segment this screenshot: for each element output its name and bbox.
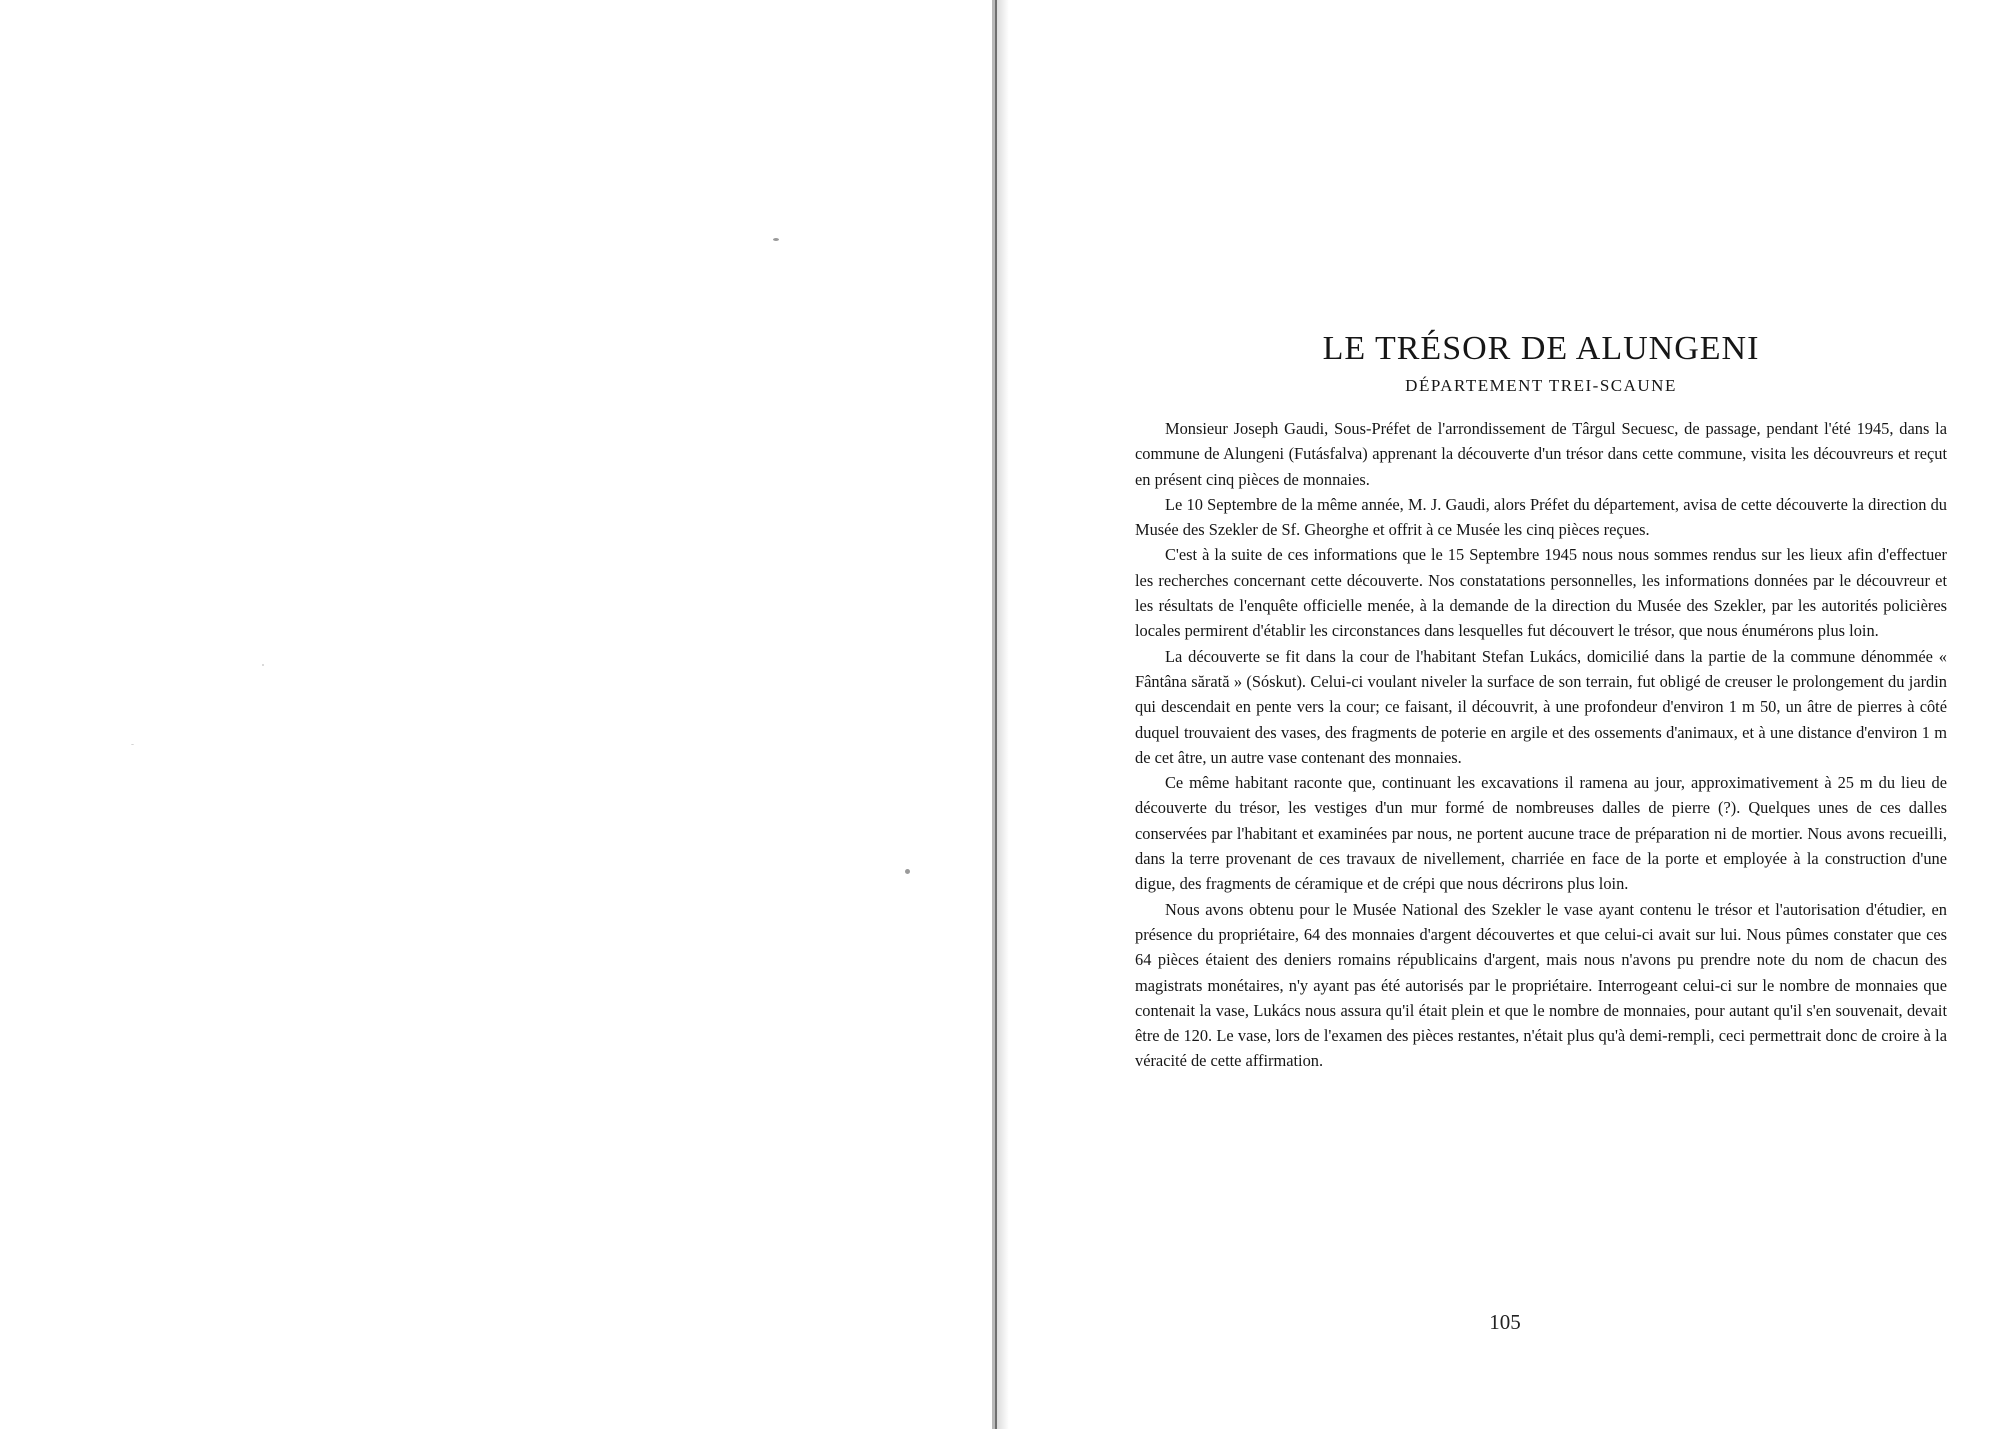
page-number: 105 [1489,1310,1521,1334]
article-subtitle: DÉPARTEMENT TREI-SCAUNE [1405,376,1677,395]
paragraph: Ce même habitant raconte que, continuant les excavations il ramena au jour, approximativement à 25 m du lieu de découverte du trésor, les vestiges d'un mur formé de nombreuses dalles de pierre (?). Quelques unes de ces dalles conservées par l'habitant et examinées par nous, ne portent aucune trace de préparation ni de mortier. Nous avons recueilli, dans la terre provenant de ces travaux de nivellement, charriée en face de la porte et employée à la construction d'une digue, des fragments de céramique et de crépi que nous décrirons plus loin. [1135,773,1947,894]
scan-speck [773,238,779,241]
gutter-shadow [997,0,1009,1429]
paragraph: C'est à la suite de ces informations que le 15 Septembre 1945 nous nous sommes rendus sur les lieux afin d'effectuer les recherches concernant cette découverte. Nos constatations personnelles, les informations données par le découvreur et les résultats de l'enquête officielle menée, à la demande de la direction du Musée des Szekler, par les autorités policières locales permirent d'établir les circonstances dans lesquelles fut découvert le trésor, que nous énumérons plus loin. [1135,545,1947,641]
paragraph: La découverte se fit dans la cour de l'habitant Stefan Lukács, domicilié dans la partie de la commune dénommée « Fântâna sărată » (Sóskut). Celui-ci voulant niveler la surface de son terrain, fut obligé de creuser le prolongement du jardin qui descendait en pente vers la cour; ce faisant, il découvrit, à une profondeur d'environ 1 m 50, un âtre de pierres à côté duquel trouvaient des vases, des fragments de poterie en argile et des ossements d'animaux, et à une distance d'environ 1 m de cet âtre, un autre vase contenant des monnaies. [1135,646,1947,767]
scan-speck [905,869,910,874]
left-page-blank [0,0,995,1429]
article-title: LE TRÉSOR DE ALUNGENI [1322,330,1760,367]
paragraph: Nous avons obtenu pour le Musée National des Szekler le vase ayant contenu le trésor et l'autorisation d'étudier, en présence du propriétaire, 64 des monnaies d'argent découvertes et que celui-ci avait sur lui. Nous pûmes constater que ces 64 pièces étaient des deniers romains républicains d'argent, mais nous n'avons pu prendre note du nom de chacun des magistrats monétaires, n'y ayant pas été autorisés par le propriétaire. Interrogeant celui-ci sur le nombre de monnaies que contenait la vase, Lukács nous assura qu'il était plein et que le nombre de monnaies, pour autant qu'il s'en souvenait, devait être de 120. Le vase, lors de l'examen des pièces restantes, n'était plus qu'à demi-rempli, ceci permettrait donc de croire à la véracité de cette affirmation. [1135,899,1947,1071]
right-page [1010,0,2000,1429]
paragraph: Le 10 Septembre de la même année, M. J. Gaudi, alors Préfet du département, avisa de cette découverte la direction du Musée des Szekler de Sf. Gheorghe et offrit à ce Musée les cinq pièces reçues. [1135,494,1947,540]
article-body [1135,300,1947,1074]
scan-speck [131,744,134,745]
paragraph: Monsieur Joseph Gaudi, Sous-Préfet de l'arrondissement de Târgul Secuesc, de passage, pendant l'été 1945, dans la commune de Alungeni (Futásfalva) apprenant la découverte d'un trésor dans cette commune, visita les découvreurs et reçut en présent cinq pièces de monnaies. [1135,419,1947,489]
scan-speck [262,664,264,666]
